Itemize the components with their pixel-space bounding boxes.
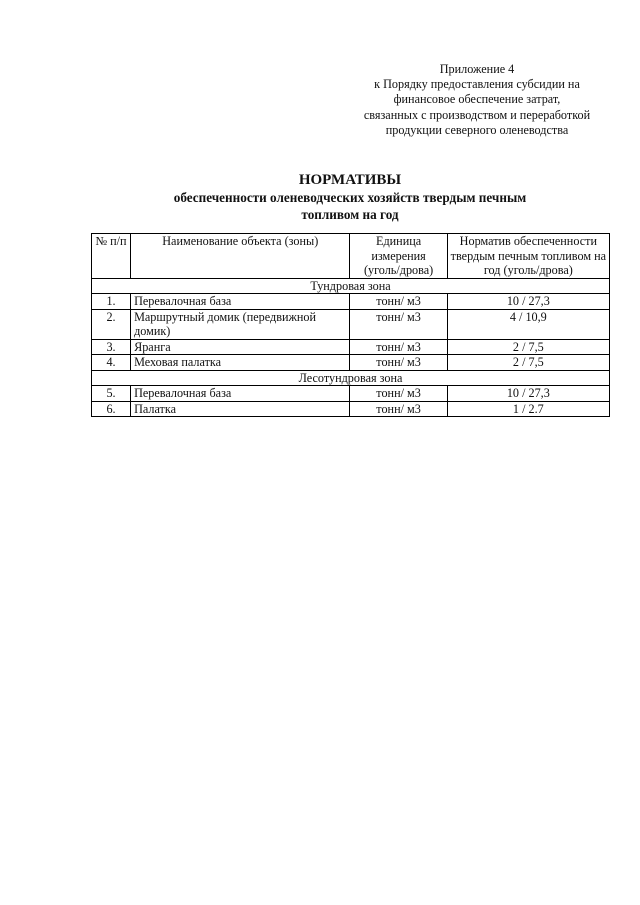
cell-name: Яранга [131, 339, 350, 355]
table-row [92, 339, 610, 355]
table-row [92, 294, 610, 310]
cell-unit: тонн/ м3 [350, 294, 447, 310]
table-row [92, 309, 610, 339]
table-row [92, 401, 610, 417]
header-num: № п/п [92, 234, 131, 279]
cell-num: 3. [92, 339, 131, 355]
cell-num: 1. [92, 294, 131, 310]
document-title [90, 171, 610, 223]
header-norm: Норматив обеспеченности твердым печным топливом на год (уголь/дрова) [447, 234, 609, 279]
cell-norm: 2 / 7,5 [447, 355, 609, 371]
cell-name: Перевалочная база [131, 386, 350, 402]
zone-row [92, 370, 610, 386]
cell-unit: тонн/ м3 [350, 339, 447, 355]
zone-row [92, 278, 610, 294]
table-row [92, 355, 610, 371]
title-sub-line-1: обеспеченности оленеводческих хозяйств твердым печным [173, 190, 527, 205]
cell-num: 5. [92, 386, 131, 402]
table-header-row [92, 234, 610, 279]
norms-table [91, 233, 610, 417]
appendix-header [352, 62, 602, 138]
header-unit: Единица измерения (уголь/дрова) [350, 234, 447, 279]
appendix-line: Приложение 4 [439, 62, 515, 76]
cell-norm: 10 / 27,3 [447, 386, 609, 402]
cell-norm: 1 / 2.7 [447, 401, 609, 417]
cell-name: Меховая палатка [131, 355, 350, 371]
cell-unit: тонн/ м3 [350, 355, 447, 371]
cell-num: 4. [92, 355, 131, 371]
appendix-line: продукции северного оленеводства [385, 122, 569, 137]
cell-num: 2. [92, 309, 131, 339]
cell-norm: 4 / 10,9 [447, 309, 609, 339]
cell-name: Перевалочная база [131, 294, 350, 310]
title-sub-line-2: топливом на год [301, 207, 399, 222]
cell-norm: 10 / 27,3 [447, 294, 609, 310]
cell-unit: тонн/ м3 [350, 386, 447, 402]
cell-norm: 2 / 7,5 [447, 339, 609, 355]
appendix-line: связанных с производством и переработкой [363, 107, 591, 122]
title-main: НОРМАТИВЫ [298, 172, 402, 188]
cell-name: Маршрутный домик (передвижной домик) [131, 309, 350, 339]
appendix-line: финансовое обеспечение затрат, [393, 92, 561, 107]
cell-unit: тонн/ м3 [350, 401, 447, 417]
zone-name: Тундровая зона [92, 278, 610, 294]
header-name: Наименование объекта (зоны) [131, 234, 350, 279]
cell-unit: тонн/ м3 [350, 309, 447, 339]
cell-name: Палатка [131, 401, 350, 417]
zone-name: Лесотундровая зона [92, 370, 610, 386]
cell-num: 6. [92, 401, 131, 417]
appendix-line: к Порядку предоставления субсидии на [374, 77, 580, 92]
table-row [92, 386, 610, 402]
